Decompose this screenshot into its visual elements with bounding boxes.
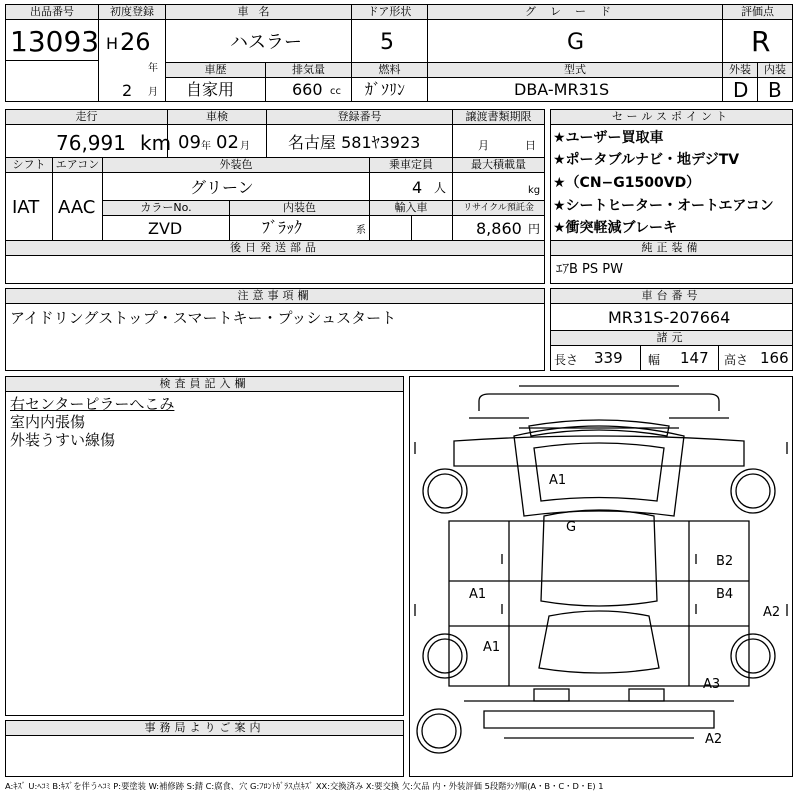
mark-right-rear-wheel: A2 — [763, 605, 781, 620]
inspection-month: 02 — [216, 132, 239, 153]
displacement-unit: cc — [330, 86, 341, 97]
first-reg-year-unit: 年 — [148, 63, 158, 74]
ac-value: AAC — [58, 197, 96, 218]
inspector-line-1: 右センターピラーへこみ — [10, 395, 175, 413]
shift-value: IAT — [12, 197, 40, 218]
mark-windshield: A1 — [549, 473, 567, 488]
mileage-label: 走行 — [6, 110, 167, 125]
model-value: DBA-MR31S — [514, 80, 610, 99]
mark-right-rear: A3 — [703, 677, 721, 692]
exterior-value: D — [733, 78, 749, 102]
door-label: ドア形状 — [352, 5, 427, 20]
inspection-year-unit: 年 — [201, 141, 211, 152]
exterior-label: 外装 — [723, 63, 757, 78]
fuel-label: 燃料 — [352, 63, 427, 78]
mark-rear-bumper: A2 — [705, 732, 723, 747]
shift-label: シフト — [6, 158, 52, 173]
color-label: 外装色 — [103, 158, 369, 173]
interior-value: B — [768, 78, 782, 102]
transfer-month-unit: 月 — [478, 139, 489, 152]
history-value: 自家用 — [186, 80, 235, 99]
dimensions-label: 諸元 — [551, 331, 792, 346]
chassis-value: MR31S-207664 — [608, 308, 731, 327]
lot-no-label: 出品番号 — [6, 5, 98, 20]
mark-left-center: A1 — [469, 587, 487, 602]
plate-label: 登録番号 — [267, 110, 452, 125]
mark-right-center: B4 — [716, 587, 734, 602]
model-label: 型式 — [428, 63, 722, 78]
fuel-value: ｶﾞｿﾘﾝ — [365, 80, 406, 99]
width-label: 幅 — [648, 353, 661, 367]
sales-point-2: ★ポータブルナビ・地デジTV — [553, 152, 740, 168]
mileage-unit: km — [140, 131, 172, 155]
lot-no: 13093 — [10, 25, 100, 58]
first-reg-month-unit: 月 — [148, 87, 158, 98]
later-parts-label: 後日発送部品 — [6, 241, 544, 256]
door-value: 5 — [380, 30, 394, 55]
recycle-value: 8,860 — [476, 219, 522, 238]
capacity-value: 4 — [412, 178, 423, 197]
height-label: 高さ — [724, 353, 749, 367]
interior-color-unit: 系 — [356, 225, 366, 236]
capacity-unit: 人 — [434, 181, 447, 195]
sales-point-1: ★ユーザー買取車 — [553, 130, 664, 146]
history-label: 車歴 — [166, 63, 265, 78]
interior-label: 内装 — [758, 63, 792, 78]
first-reg-month: 2 — [122, 81, 133, 100]
standard-equipment-value: ｴｱB PS PW — [556, 262, 623, 277]
legend-text: A:ｷｽﾞ U:ﾍｺﾐ B:ｷｽﾞを伴うﾍｺﾐ P:要塗装 W:補修跡 S:錆 C:腐食、穴 G:ﾌﾛﾝﾄｶﾞﾗｽ点ｷｽﾞ XX:交換済み X:要交換 欠:欠品 内・外装評価 5段階ﾗﾝｸ順(A・B・C・D・E) 1 — [5, 781, 604, 791]
interior-color-value: ﾌﾞﾗｯｸ — [262, 218, 303, 237]
height-value: 166 — [760, 349, 789, 367]
color-no-value: ZVD — [148, 219, 183, 238]
inspection-label: 車検 — [168, 110, 266, 125]
load-label: 最大積載量 — [453, 158, 544, 173]
mark-left-rear: A1 — [483, 640, 501, 655]
color-no-label: カラーNo. — [103, 201, 229, 216]
first-reg-era: H — [106, 34, 119, 53]
notes-label: 注意事項欄 — [6, 289, 544, 304]
transfer-day-unit: 日 — [525, 139, 536, 152]
score-label: 評価点 — [723, 5, 792, 20]
import-label: 輸入車 — [370, 201, 452, 216]
plate-value: 名古屋 581ﾔ3923 — [288, 133, 421, 152]
grade-label: グレード — [428, 5, 722, 20]
length-value: 339 — [594, 349, 623, 367]
sales-point-4: ★シートヒーター・オートエアコン — [553, 198, 774, 214]
chassis-label: 車台番号 — [551, 289, 792, 304]
interior-color-label: 内装色 — [230, 201, 369, 216]
grade-value: G — [567, 30, 585, 55]
car-name: ハスラー — [230, 32, 302, 53]
notes-value: アイドリングストップ・スマートキー・プッシュスタート — [10, 309, 397, 327]
standard-equipment-label: 純正装備 — [551, 241, 792, 256]
load-unit: kg — [528, 185, 541, 196]
color-value: グリーン — [190, 178, 254, 197]
first-reg-label: 初度登録 — [99, 5, 165, 20]
first-reg-year: 26 — [120, 28, 151, 56]
inspector-line-2: 室内内張傷 — [10, 413, 86, 431]
displacement-label: 排気量 — [266, 63, 351, 78]
length-label: 長さ — [554, 353, 579, 367]
displacement-value: 660 — [292, 80, 323, 99]
capacity-label: 乗車定員 — [370, 158, 452, 173]
inspector-label: 検査員記入欄 — [6, 377, 403, 392]
inspection-year: 09 — [178, 132, 201, 153]
recycle-unit: 円 — [528, 222, 541, 236]
width-value: 147 — [680, 349, 709, 367]
sales-points-label: セールスポイント — [551, 110, 792, 125]
mileage-value: 76,991 — [56, 131, 126, 155]
mark-right-front: B2 — [716, 554, 734, 569]
sales-point-3: ★（CN−G1500VD） — [553, 175, 701, 191]
ac-label: エアコン — [53, 158, 102, 173]
mark-roof: G — [566, 520, 577, 535]
score-value: R — [751, 25, 771, 58]
car-name-label: 車名 — [166, 5, 351, 20]
office-label: 事務局よりご案内 — [6, 721, 403, 736]
transfer-label: 譲渡書類期限 — [453, 110, 544, 125]
sales-point-5: ★衝突軽減ブレーキ — [553, 220, 677, 236]
inspection-month-unit: 月 — [240, 141, 250, 152]
inspector-line-3: 外装うすい線傷 — [10, 431, 116, 449]
car-outline-diagram — [409, 376, 793, 777]
recycle-label: リサイクル預託金 — [453, 201, 544, 216]
